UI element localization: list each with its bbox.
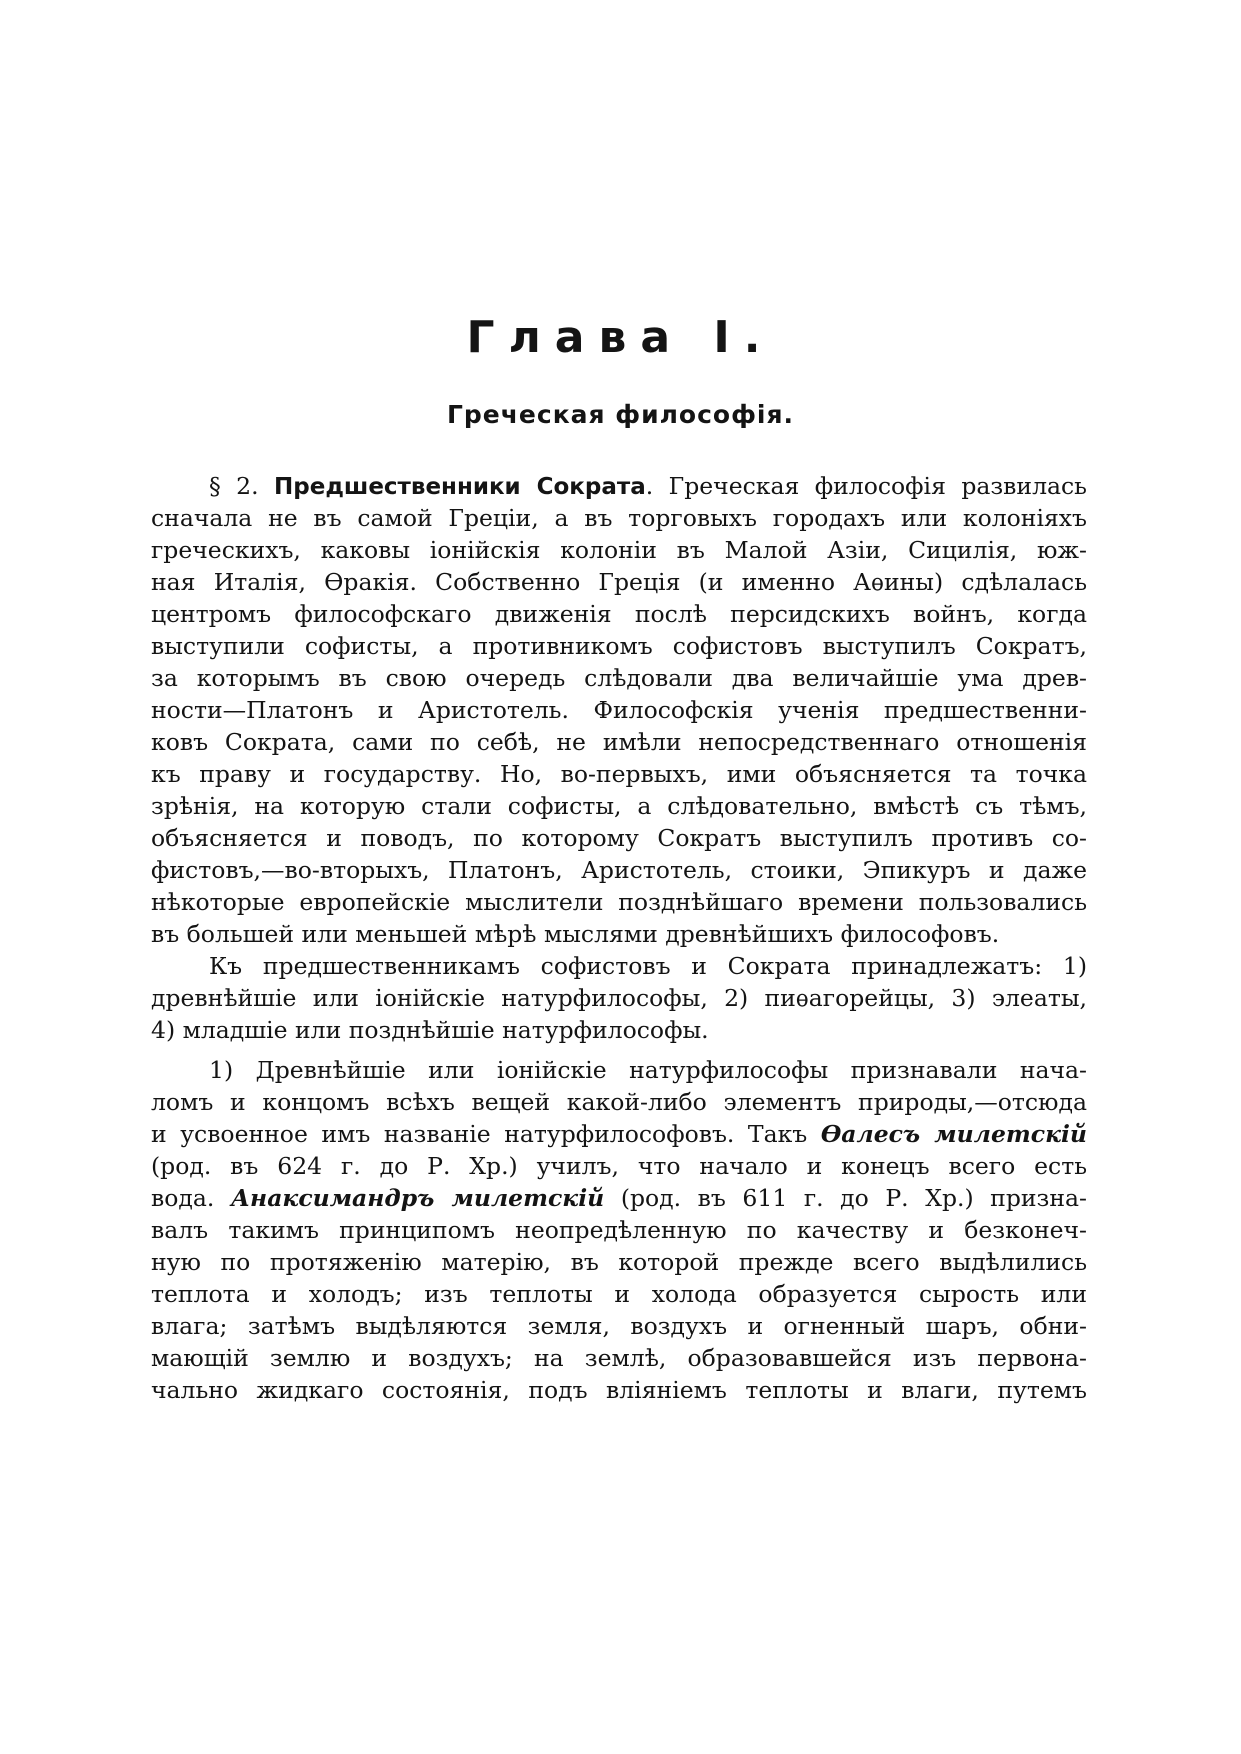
text-line: къ праву и государству. Но, во-первыхъ, ими объясняется та точка	[151, 760, 1087, 788]
text-line: ную по протяженію матерію, въ которой прежде всего выдѣлились	[151, 1248, 1087, 1276]
section-line	[209, 470, 1087, 502]
text-line: ная Италія, Ѳракія. Собственно Греція (и именно Аѳины) сдѣлалась	[151, 568, 1087, 596]
text-line: объясняется и поводъ, по которому Сократъ выступилъ противъ со-	[151, 824, 1087, 852]
text-line: выступили софисты, а противникомъ софистовъ выступилъ Сократъ,	[151, 632, 1087, 660]
text-line: 4) младшіе или позднѣйшіе натурфилософы.	[151, 1016, 709, 1044]
chapter-subtitle: Греческая философія.	[446, 400, 795, 429]
text-line: валъ такимъ принципомъ неопредѣленную по качеству и безконеч-	[151, 1216, 1087, 1244]
text-line: (род. въ 624 г. до Р. Хр.) училъ, что начало и конецъ всего есть	[151, 1152, 1087, 1180]
text-line: Къ предшественникамъ софистовъ и Сократа принадлежатъ: 1)	[209, 952, 1087, 980]
text-line: влага; затѣмъ выдѣляются земля, воздухъ и огненный шаръ, обни-	[151, 1312, 1087, 1340]
text-segment: и усвоенное имъ названіе натурфилософовъ. Такъ	[151, 1120, 808, 1148]
text-line: древнѣйшіе или іонійскіе натурфилософы, 2) пиѳагорейцы, 3) элеаты,	[151, 984, 1087, 1012]
philosopher-name: Анаксимандръ милетскій	[230, 1184, 605, 1212]
text-line	[151, 1118, 1087, 1150]
text-line: за которымъ въ свою очередь слѣдовали два величайшіе ума древ-	[151, 664, 1087, 692]
text-line: зрѣнія, на которую стали софисты, а слѣдовательно, вмѣстѣ съ тѣмъ,	[151, 792, 1087, 820]
text-line: нѣкоторые европейскіе мыслители позднѣйшаго времени пользовались	[151, 888, 1087, 916]
chapter-title: Глава I.	[466, 312, 775, 363]
section-number: § 2.	[209, 472, 259, 500]
text-line: въ большей или меньшей мѣрѣ мыслями древнѣйшихъ философовъ.	[151, 920, 1000, 948]
text-line: мающій землю и воздухъ; на землѣ, образовавшейся изъ первона-	[151, 1344, 1087, 1372]
text-line: сначала не въ самой Греціи, а въ торговыхъ городахъ или колоніяхъ	[151, 504, 1087, 532]
text-segment: (род. въ 611 г. до Р. Хр.) призна-	[620, 1184, 1087, 1212]
text-line: ковъ Сократа, сами по себѣ, не имѣли непосредственнаго отношенія	[151, 728, 1087, 756]
text-line: теплота и холодъ; изъ теплоты и холода образуется сырость или	[151, 1280, 1087, 1308]
text-line: греческихъ, каковы іонійскія колоніи въ Малой Азіи, Сицилія, юж-	[151, 536, 1087, 564]
text-segment: вода.	[151, 1184, 215, 1212]
section-line-text: . Греческая философія развилась	[645, 472, 1087, 500]
text-line: ломъ и концомъ всѣхъ вещей какой-либо элементъ природы,—отсюда	[151, 1088, 1087, 1116]
text-line: центромъ философскаго движенія послѣ персидскихъ войнъ, когда	[151, 600, 1087, 628]
text-line: ности—Платонъ и Аристотель. Философскія ученія предшественни-	[151, 696, 1087, 724]
text-line: 1) Древнѣйшіе или іонійскіе натурфилософы признавали нача-	[209, 1056, 1087, 1084]
text-line	[151, 1182, 1087, 1214]
text-line: фистовъ,—во-вторыхъ, Платонъ, Аристотель, стоики, Эпикуръ и даже	[151, 856, 1087, 884]
text-line: чально жидкаго состоянія, подъ вліяніемъ теплоты и влаги, путемъ	[151, 1376, 1087, 1404]
section-heading: Предшественники Сократа	[274, 474, 646, 500]
philosopher-name: Ѳалесъ милетскій	[820, 1120, 1087, 1148]
